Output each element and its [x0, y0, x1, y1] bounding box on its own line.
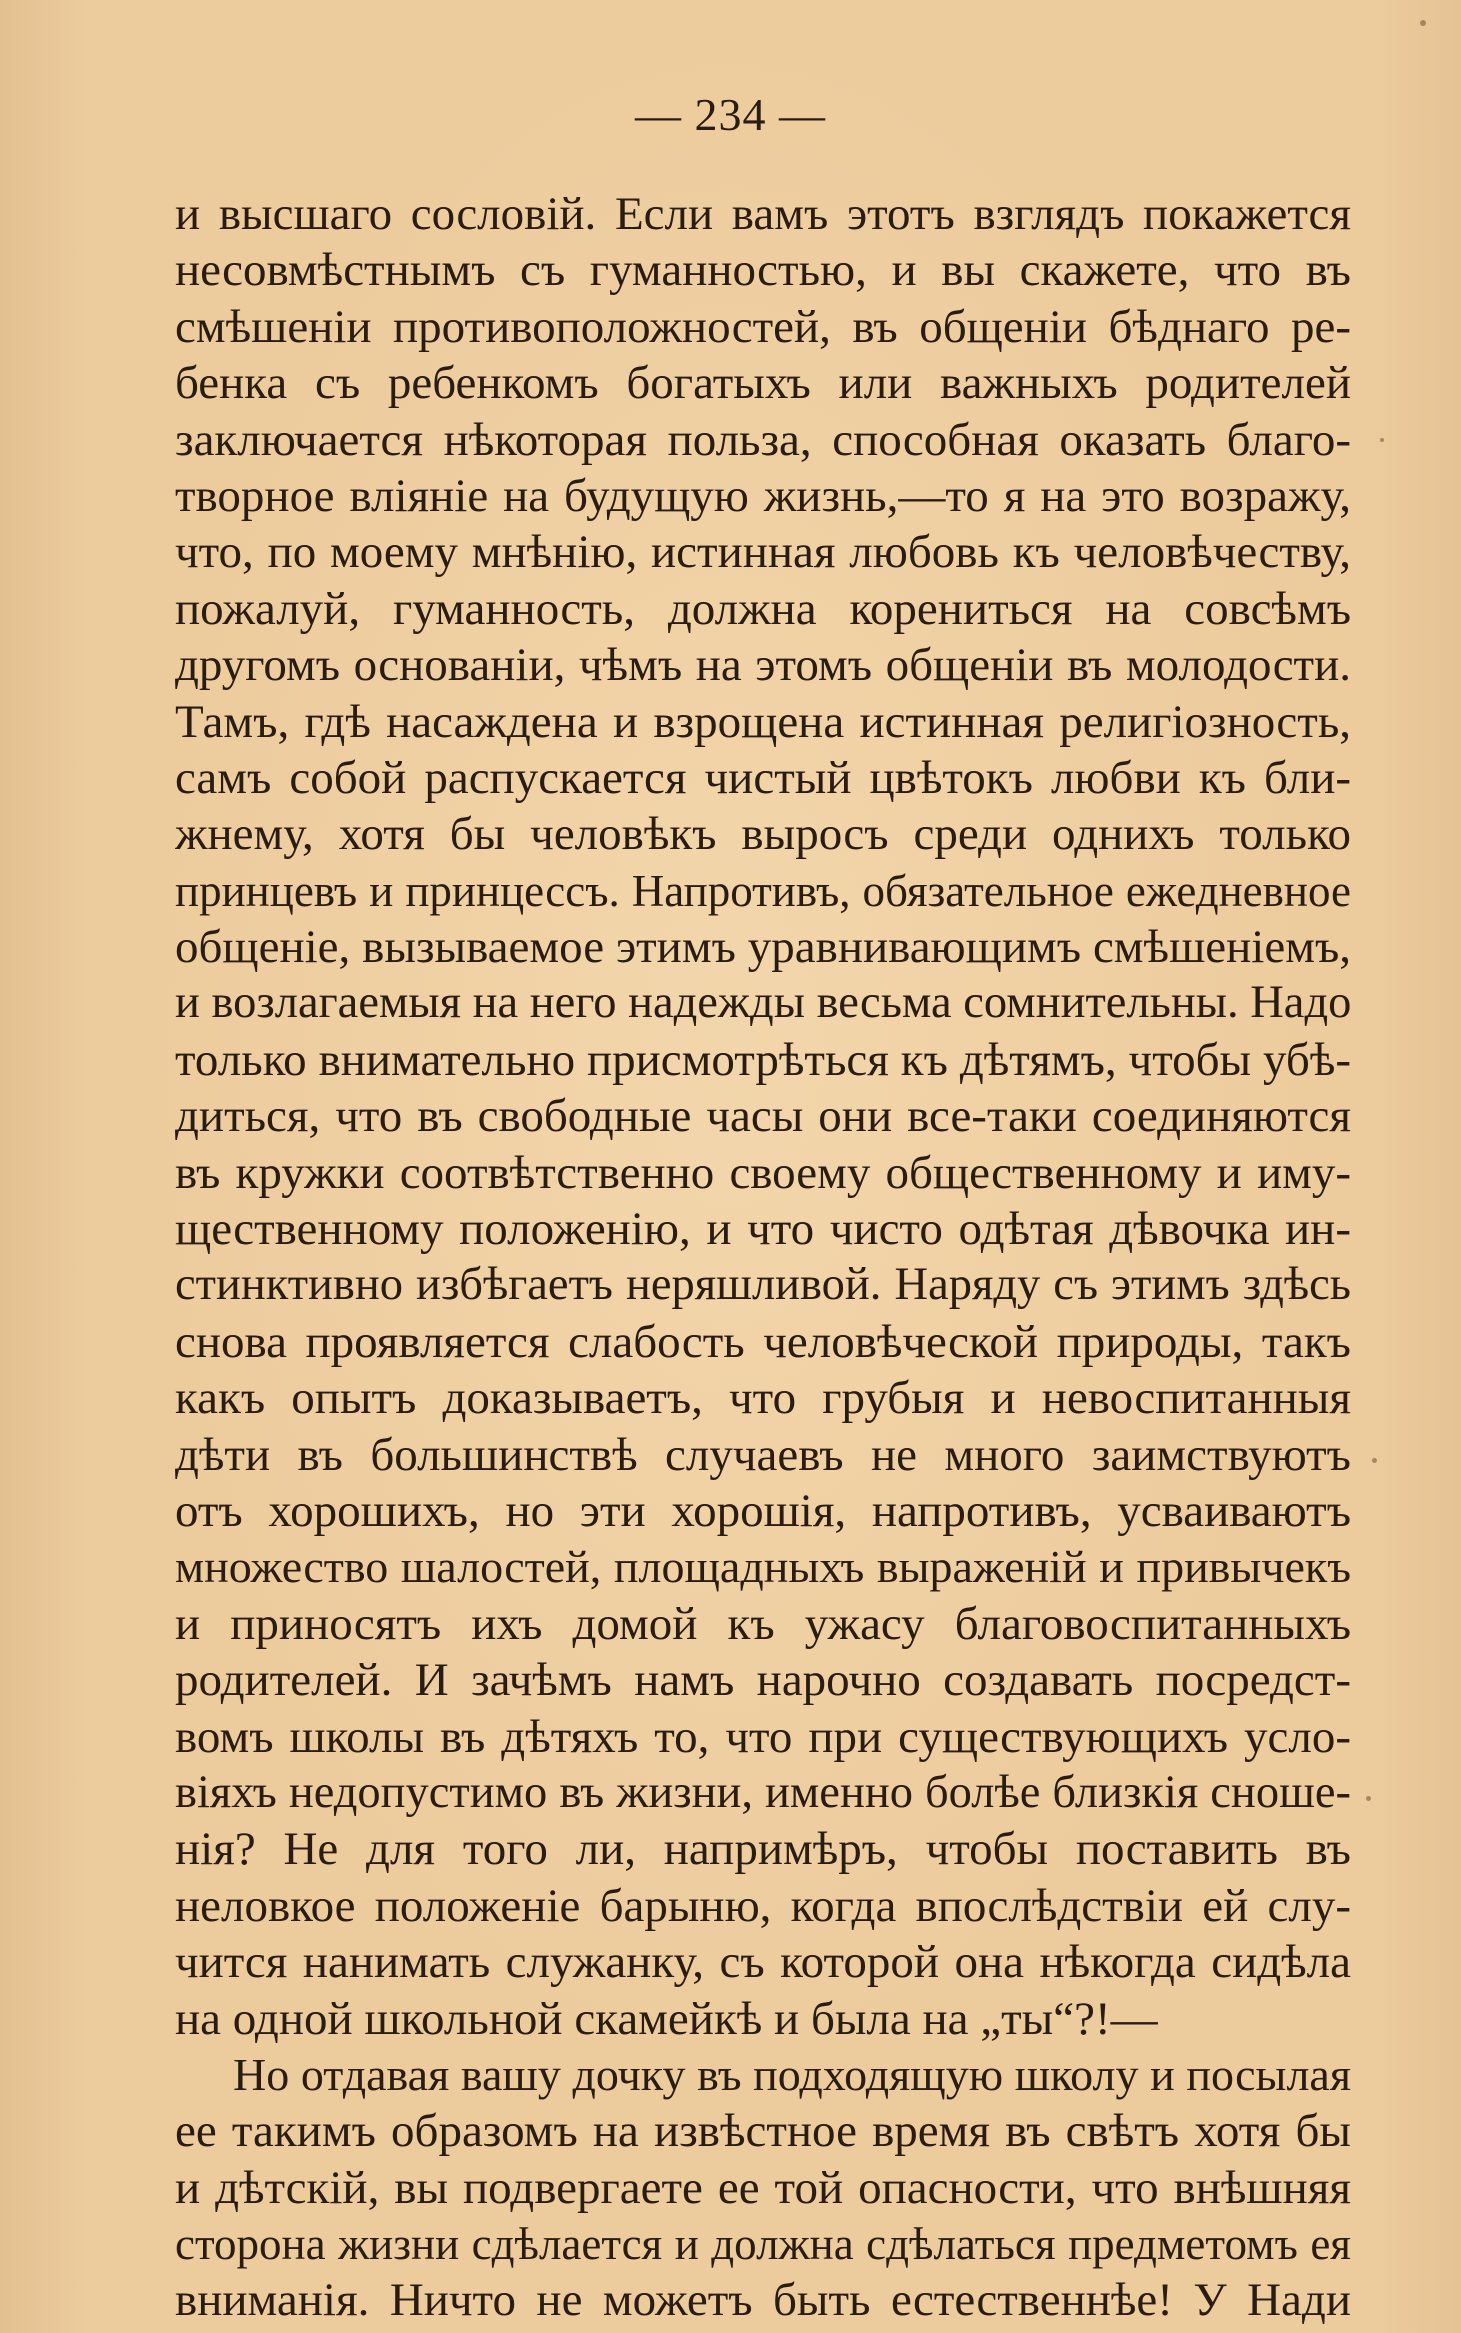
text-line: снова проявляется слабость человѣческой природы, такъ	[175, 1315, 1351, 1368]
text-line: творное вліяніе на будущую жизнь,—то я на это возражу,	[175, 469, 1351, 522]
paper-speck	[1372, 1458, 1377, 1463]
text-line: общеніе, вызываемое этимъ уравнивающимъ смѣшеніемъ,	[175, 921, 1351, 974]
text-line: принцевъ и принцессъ. Напротивъ, обязательное ежедневное	[175, 865, 1351, 916]
text-line: и возлагаемыя на него надежды весьма сомнительны. Надо	[175, 977, 1351, 1029]
text-line: что, по моему мнѣнію, истинная любовь къ человѣчеству,	[175, 526, 1351, 579]
text-line: Тамъ, гдѣ насаждена и взрощена истинная религіозность,	[175, 695, 1351, 748]
paper-speck	[1420, 20, 1426, 26]
text-line: стинктивно избѣгаетъ неряшливой. Наряду съ этимъ здѣсь	[175, 1259, 1351, 1311]
page-number: — 234 —	[635, 89, 826, 140]
text-line: чится нанимать служанку, съ которой она нѣкогда сидѣла	[175, 1936, 1351, 1989]
text-line: какъ опытъ доказываетъ, что грубыя и невоспитанныя	[175, 1372, 1351, 1425]
text-line: въ кружки соотвѣтственно своему общественному и иму-	[175, 1146, 1351, 1199]
text-line: и приносятъ ихъ домой къ ужасу благовоспитанныхъ	[175, 1597, 1351, 1650]
text-line: диться, что въ свободные часы они все-таки соединяются	[175, 1090, 1351, 1143]
text-line: віяхъ недопустимо въ жизни, именно болѣе близкія сноше-	[175, 1766, 1351, 1818]
text-line: вомъ школы въ дѣтяхъ то, что при существующихъ усло-	[175, 1710, 1351, 1763]
text-line: жнему, хотя бы человѣкъ выросъ среди однихъ только	[175, 808, 1351, 861]
text-line: сторона жизни сдѣлается и должна сдѣлаться предметомъ ея	[175, 2219, 1351, 2270]
text-line: вниманія. Ничто не можетъ быть естественнѣе! У Нади	[175, 2274, 1351, 2327]
text-line: только внимательно присмотрѣться къ дѣтямъ, чтобы убѣ-	[175, 1033, 1351, 1086]
text-line: пожалуй, гуманность, должна корениться на совсѣмъ	[175, 582, 1351, 635]
text-line: самъ собой распускается чистый цвѣтокъ любви къ бли-	[175, 751, 1351, 804]
text-line: смѣшеніи противоположностей, въ общеніи бѣднаго ре-	[175, 300, 1351, 353]
text-line: щественному положенію, и что чисто одѣтая дѣвочка ин-	[175, 1203, 1351, 1256]
paragraph	[175, 2047, 1351, 2329]
paper-speck	[1366, 1796, 1371, 1801]
text-line: ее такимъ образомъ на извѣстное время въ свѣтъ хотя бы	[175, 2105, 1351, 2158]
text-line: другомъ основаніи, чѣмъ на этомъ общеніи въ молодости.	[175, 639, 1351, 692]
text-line: неловкое положеніе барыню, когда впослѣдствіи ей слу-	[175, 1879, 1351, 1932]
text-line: на одной школьной скамейкѣ и была на „ты“?!—	[175, 1992, 1158, 2045]
text-line: множество шалостей, площадныхъ выраженій и привычекъ	[175, 1541, 1351, 1593]
text-line: несовмѣстнымъ съ гуманностью, и вы скажете, что въ	[175, 244, 1351, 297]
text-line: бенка съ ребенкомъ богатыхъ или важныхъ родителей	[175, 357, 1351, 410]
text-line: и высшаго сословій. Если вамъ этотъ взглядъ покажется	[175, 188, 1351, 240]
text-line: дѣти въ большинствѣ случаевъ не много заимствуютъ	[175, 1428, 1351, 1481]
body-text	[175, 186, 1351, 2329]
paragraph	[175, 186, 1351, 2047]
text-line: нія? Не для того ли, напримѣръ, чтобы поставить въ	[175, 1823, 1351, 1876]
text-line: и дѣтскій, вы подвергаете ее той опасности, что внѣшняя	[175, 2161, 1351, 2214]
paper-speck	[1380, 438, 1384, 442]
text-line: родителей. И зачѣмъ намъ нарочно создавать посредст-	[175, 1654, 1351, 1707]
text-line: Но отдавая вашу дочку въ подходящую школу и посылая	[233, 2048, 1351, 2100]
text-line: отъ хорошихъ, но эти хорошія, напротивъ, усваиваютъ	[175, 1484, 1351, 1537]
text-line: заключается нѣкоторая польза, способная оказать благо-	[175, 413, 1351, 466]
